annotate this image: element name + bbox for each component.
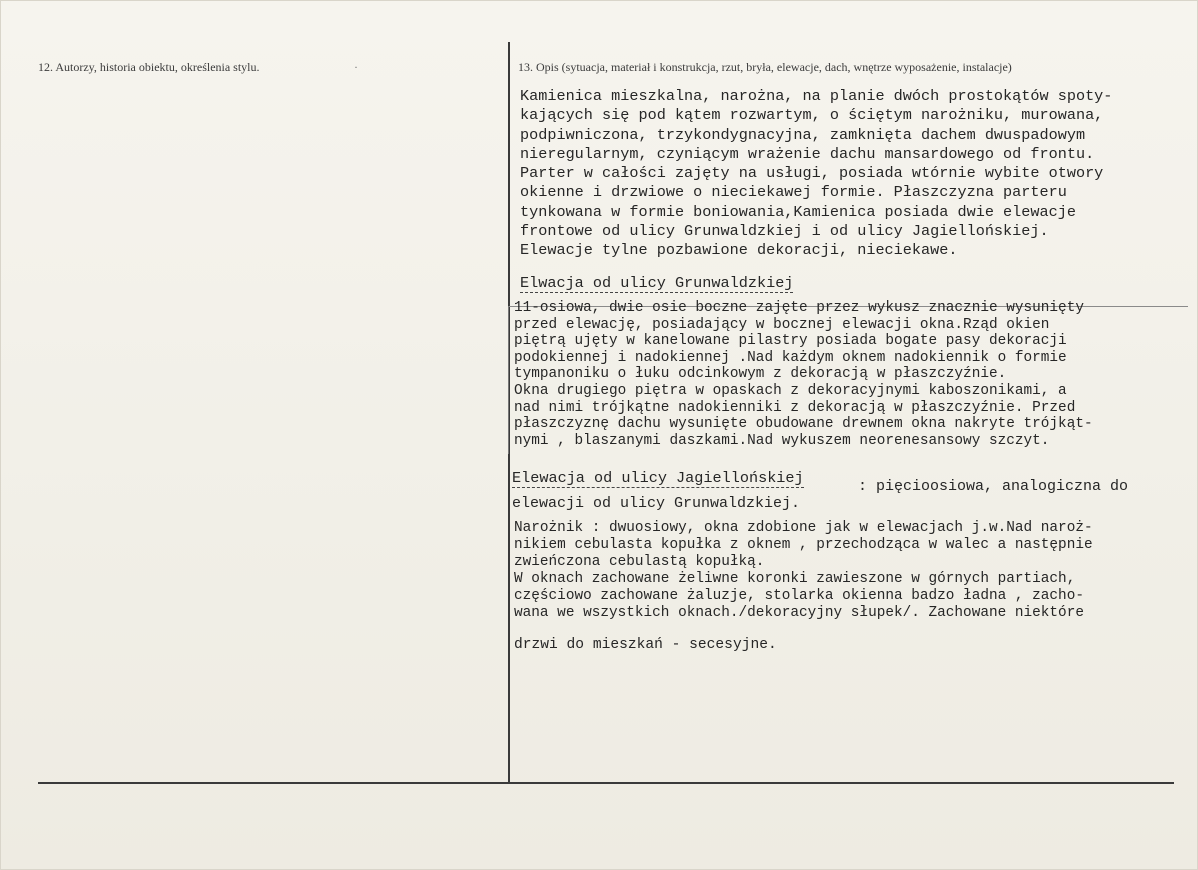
text-line: okienne i drzwiowe o nieciekawej formie. Płaszczyzna parteru bbox=[520, 183, 1067, 202]
text-line: wana we wszystkich oknach./dekoracyjny słupek/. Zachowane niektóre bbox=[514, 605, 1084, 621]
field-12-label: 12. Autorzy, historia obiektu, określenia stylu. bbox=[38, 60, 260, 74]
grunwaldzka-paragraph bbox=[514, 300, 1093, 449]
intro-paragraph bbox=[520, 87, 1112, 261]
text-line: frontowe od ulicy Grunwaldzkiej i od ulicy Jagiellońskiej. bbox=[520, 222, 1049, 241]
text-line: nikiem cebulasta kopułka z oknem , przechodząca w walec a następnie bbox=[514, 537, 1093, 553]
text-line: Kamienica mieszkalna, narożna, na planie dwóch prostokątów spoty- bbox=[520, 87, 1113, 105]
text-line: częściowo zachowane żaluzje, stolarka okienna badzo ładna , zacho- bbox=[514, 588, 1084, 604]
text-line: tympanoniku o łuku odcinkowym z dekoracją w płaszczyźnie. bbox=[514, 366, 1007, 383]
text-line: 11-osiowa, dwie osie boczne zajęte przez wykusz znacznie wysunięty bbox=[514, 300, 1084, 316]
text-line: Parter w całości zajęty na usługi, posiada wtórnie wybite otwory bbox=[520, 164, 1104, 183]
text-line: W oknach zachowane żeliwne koronki zawieszone w górnych partiach, bbox=[514, 571, 1076, 587]
text-line: nieregularnym, czyniącym wrażenie dachu mansardowego od frontu. bbox=[520, 144, 1095, 163]
closing-line: drzwi do mieszkań - secesyjne. bbox=[514, 637, 777, 653]
text-line: tynkowana w formie boniowania,Kamienica posiada dwie elewacje bbox=[520, 202, 1076, 221]
text-line: podokiennej i nadokiennej .Nad każdym oknem nadokiennik o formie bbox=[514, 349, 1067, 366]
field-13-label: 13. Opis (sytuacja, materiał i konstrukcja, rzut, bryła, elewacje, dach, wnętrze wyposażenie, instalacje) bbox=[518, 60, 1012, 74]
jagiellonska-tail: : pięcioosiowa, analogiczna do bbox=[858, 478, 1129, 495]
jagiellonska-heading bbox=[512, 469, 804, 487]
text-line: płaszczyznę dachu wysunięte obudowane drewnem okna nakryte trójkąt- bbox=[514, 416, 1093, 433]
text-line: Okna drugiego piętra w opaskach z dekoracyjnymi kaboszonikami, a bbox=[514, 382, 1067, 399]
naroznik-paragraph bbox=[514, 520, 1093, 622]
text-line: zwieńczona cebulastą kopułką. bbox=[514, 554, 765, 570]
heading-text: Elwacja od ulicy Grunwaldzkiej bbox=[520, 274, 794, 292]
grunwaldzka-heading bbox=[520, 274, 793, 292]
text-line: przed elewację, posiadający w bocznej elewacji okna.Rząd okien bbox=[514, 316, 1050, 333]
text-line: piętrą ujęty w kanelowane pilastry posiada bogate pasy dekoracji bbox=[514, 333, 1067, 350]
text-line: podpiwniczona, trzykondygnacyjna, zamknięta dachem dwuspadowym bbox=[520, 125, 1086, 144]
text-line: nad nimi trójkątne nadokienniki z dekoracją w płaszczyźnie. Przed bbox=[514, 399, 1076, 416]
bottom-rule bbox=[38, 782, 1174, 784]
text-line: Elewacje tylne pozbawione dekoracji, nieciekawe. bbox=[520, 241, 958, 260]
ink-mark: · bbox=[354, 60, 358, 74]
heading-text: Elewacja od ulicy Jagiellońskiej bbox=[512, 469, 804, 487]
text-line: kających się pod kątem rozwartym, o ściętym narożniku, murowana, bbox=[520, 106, 1104, 125]
text-line: nymi , blaszanymi daszkami.Nad wykuszem neorenesansowy szczyt. bbox=[514, 432, 1050, 449]
jagiellonska-line2: elewacji od ulicy Grunwaldzkiej. bbox=[512, 495, 801, 512]
text-line: Narożnik : dwuosiowy, okna zdobione jak w elewacjach j.w.Nad naroż- bbox=[514, 520, 1093, 536]
